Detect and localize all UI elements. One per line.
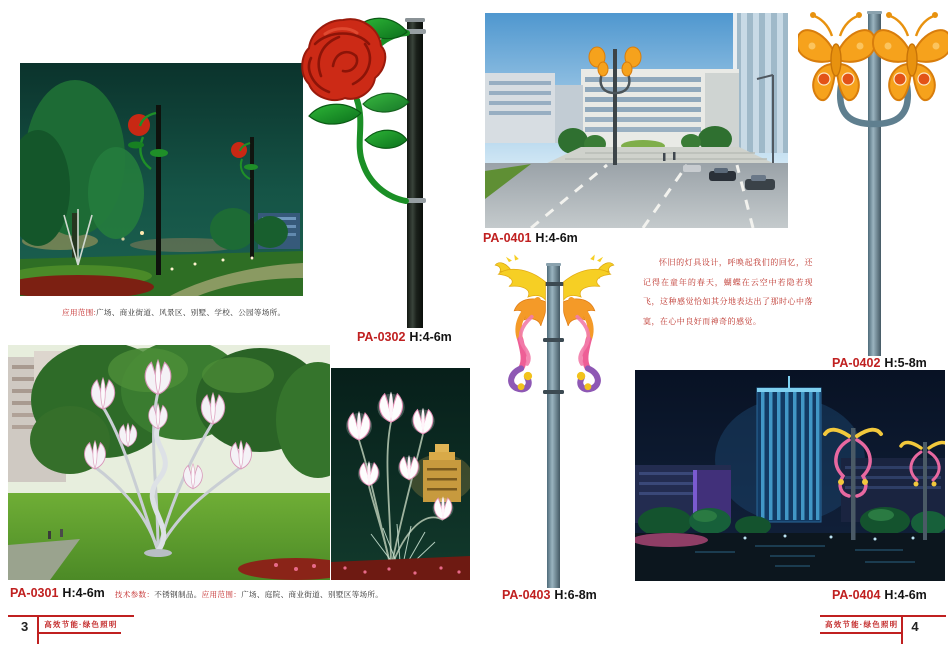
usage-note-label: 应用范围: [62, 308, 96, 317]
page-number: 3 [21, 619, 29, 634]
phoenix-right [564, 254, 614, 390]
rose-bloom [302, 19, 385, 100]
product-label-pa0404 [832, 588, 927, 602]
product-code: PA-0401 [483, 231, 532, 245]
product-label-pa0301 [10, 586, 105, 600]
phoenix-lamp-illustration [477, 250, 632, 595]
range-label: 应用范围： [201, 590, 242, 599]
product-height: H:4-6m [409, 330, 452, 344]
lit-tower [757, 376, 821, 522]
pole [404, 18, 426, 328]
pole [867, 11, 882, 356]
skyscraper [733, 13, 788, 155]
usage-note-text: 广场、商业街道、风景区、别墅、学校、公园等场所。 [95, 308, 286, 317]
product-label-pa0401 [483, 231, 578, 245]
spec-text: 不锈钢制品。 [154, 590, 202, 599]
rose-lamp-illustration [295, 12, 470, 337]
product-code: PA-0302 [357, 330, 406, 344]
photo-street-scene [485, 13, 788, 228]
product-height: H:4-6m [884, 588, 927, 602]
page-footer-right [820, 615, 946, 644]
range-text: 广场、庭院、商业街道、别墅区等场所。 [241, 590, 384, 599]
right-page [475, 0, 950, 656]
product-description: 怀旧的灯具设计，呼唤起我们的回忆，还记得在童年的春天，蝴蝶在云空中若隐若现飞，这种感觉恰如其分地表达出了那时心中落寞，在心中良好而神奇的感觉。 [643, 258, 813, 326]
product-code: PA-0301 [10, 586, 59, 600]
product-label-pa0302 [357, 330, 452, 344]
phoenix-left [495, 254, 545, 390]
spec-label: 技术参数： [114, 590, 155, 599]
butterfly-right [873, 12, 948, 100]
pole [543, 263, 564, 588]
product-code: PA-0402 [832, 356, 881, 370]
product-label-pa0301-row [10, 586, 383, 600]
photo-night-rose-lamps [20, 63, 303, 296]
product-height: H:6-8m [554, 588, 597, 602]
page-number: 4 [911, 619, 919, 634]
spec-note [115, 589, 383, 600]
page-footer-left [8, 615, 134, 644]
product-height: H:5-8m [884, 356, 927, 370]
butterfly-lamp-illustration [798, 10, 948, 361]
photo-day-lotus-sculpture [8, 345, 330, 580]
photo-night-lotus-sculpture [331, 368, 470, 580]
product-code: PA-0404 [832, 588, 881, 602]
footer-slogan: 高效节能·绿色照明 [39, 617, 120, 634]
usage-note [62, 307, 285, 318]
product-height: H:4-6m [62, 586, 105, 600]
product-label-pa0403 [502, 588, 597, 602]
product-height: H:4-6m [535, 231, 578, 245]
product-label-pa0402 [832, 356, 927, 370]
photo-night-phoenix-lamps [635, 370, 945, 581]
footer-slogan: 高效节能·绿色照明 [820, 617, 901, 634]
product-code: PA-0403 [502, 588, 551, 602]
butterfly-left [798, 12, 875, 100]
